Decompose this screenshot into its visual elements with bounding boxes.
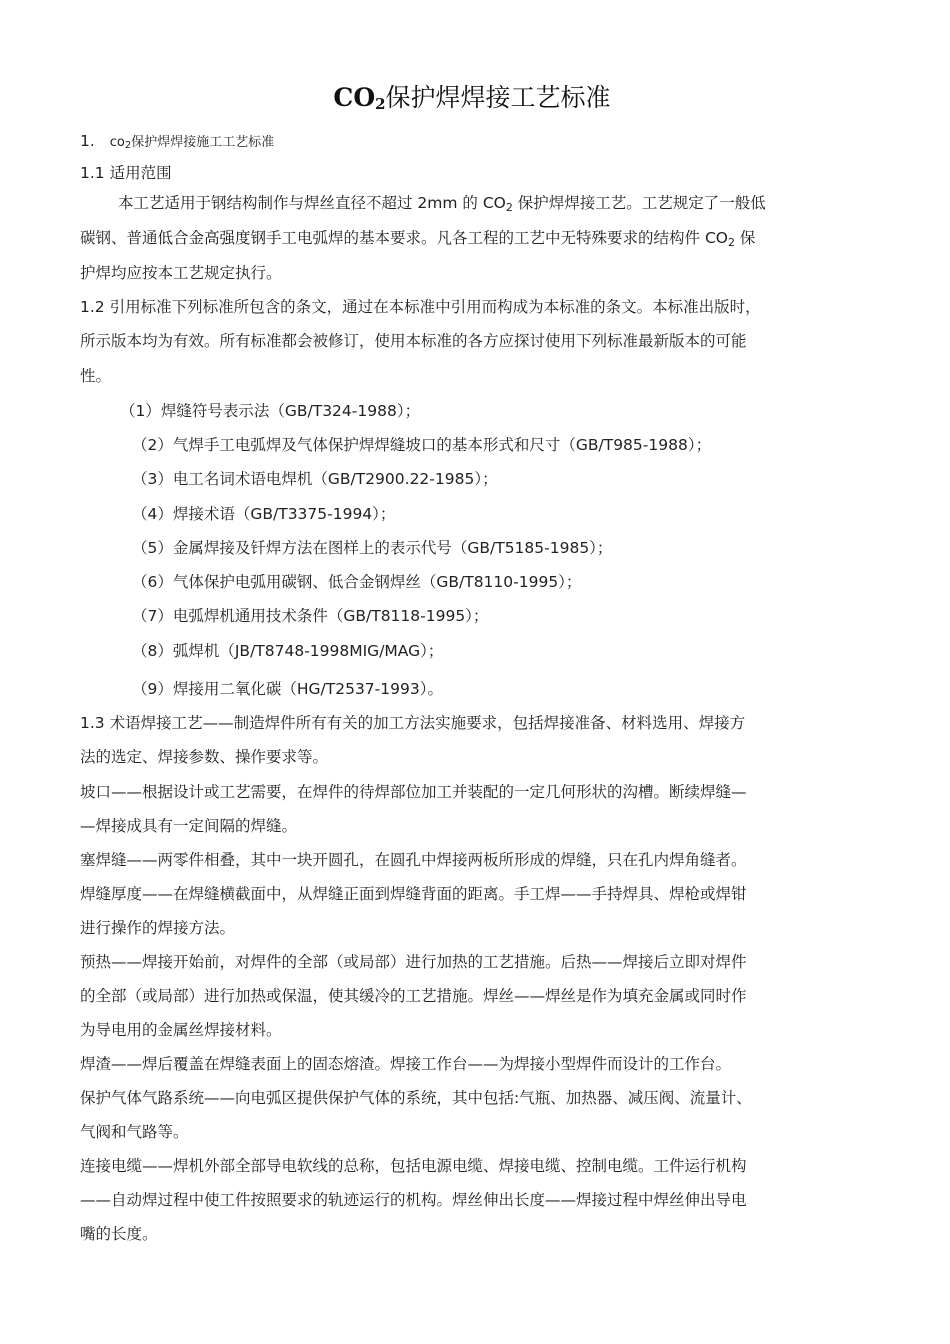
section-1-3-line: —焊接成具有一定间隔的焊缝。 bbox=[80, 817, 298, 835]
heading-1-co-sub: 2 bbox=[124, 140, 132, 151]
section-1-3-line: 法的选定、焊接参数、操作要求等。 bbox=[80, 748, 329, 766]
heading-1-co: co bbox=[109, 135, 125, 150]
heading-1-number: 1. bbox=[80, 132, 95, 150]
section-1-3-line: 1.3 术语焊接工艺——制造焊件所有有关的加工方法实施要求，包括焊接准备、材料选用、焊接方 bbox=[80, 714, 746, 732]
section-1-3-line: 的全部（或局部）进行加热或保温，使其缓冷的工艺措施。焊丝——焊丝是作为填充金属或同时作 bbox=[80, 987, 747, 1005]
standard-item: （5）金属焊接及钎焊方法在图样上的表示代号（GB/T5185-1985）； bbox=[132, 539, 613, 557]
heading-1 bbox=[80, 131, 274, 151]
section-1-2-line-3: 性。 bbox=[80, 367, 112, 385]
standard-item: （2）气焊手工电弧焊及气体保护焊焊缝坡口的基本形式和尺寸（GB/T985-1988）； bbox=[132, 436, 712, 454]
section-1-3-line: 塞焊缝——两零件相叠，其中一块开圆孔，在圆孔中焊接两板所形成的焊缝，只在孔内焊角缝者。 bbox=[80, 851, 747, 869]
section-1-3-line: 焊缝厚度——在焊缝横截面中，从焊缝正面到焊缝背面的距离。手工焊——手持焊具、焊枪或焊钳 bbox=[80, 885, 747, 903]
standard-item: （4）焊接术语（GB/T3375-1994）； bbox=[132, 505, 396, 523]
p1-line1-a: 本工艺适用于钢结构制作与焊丝直径不超过 2mm 的 CO bbox=[118, 194, 506, 212]
section-1-3-line: 嘴的长度。 bbox=[80, 1225, 158, 1243]
standard-item: （9）焊接用二氧化碳（HG/T2537-1993）。 bbox=[132, 680, 443, 698]
standard-item: （6）气体保护电弧用碳钢、低合金钢焊丝（GB/T8110-1995）； bbox=[132, 573, 582, 591]
p1-line2-emph: 低合金高强度钢 bbox=[157, 229, 267, 247]
section-1-3-line: 焊渣——焊后覆盖在焊缝表面上的固态熔渣。焊接工作台——为焊接小型焊件而设计的工作台。 bbox=[80, 1055, 732, 1073]
p1-line1-b: 保护焊焊接工艺。工艺规定了一般低 bbox=[512, 194, 766, 212]
standard-item: （7）电弧焊机通用技术条件（GB/T8118-1995）； bbox=[132, 607, 489, 625]
heading-1-text: 保护焊焊接施工工艺标准 bbox=[131, 135, 275, 150]
paragraph-1-line-1 bbox=[118, 191, 766, 214]
p1-line2-b: 手工电弧焊的基本要求。凡各工程的工艺中无特殊要求的结构件 CO bbox=[266, 229, 728, 247]
section-1-2-line-1: 1.2 引用标准下列标准所包含的条文，通过在本标准中引用而构成为本标准的条文。本标准出版时， bbox=[80, 298, 761, 316]
section-1-3-line: ——自动焊过程中使工件按照要求的轨迹运行的机构。焊丝伸出长度——焊接过程中焊丝伸出导电 bbox=[80, 1191, 747, 1209]
p1-line2-a: 碳钢、普通 bbox=[80, 229, 158, 247]
section-1-3-line: 气阀和气路等。 bbox=[80, 1123, 189, 1141]
section-1-3-line: 为导电用的金属丝焊接材料。 bbox=[80, 1021, 282, 1039]
section-1-3-line: 保护气体气路系统——向电弧区提供保护气体的系统，其中包括:气瓶、加热器、减压阀、流量计、 bbox=[80, 1089, 752, 1107]
standard-item: （3）电工名词术语电焊机（GB/T2900.22-1985）； bbox=[132, 470, 498, 488]
section-1-3-line: 连接电缆——焊机外部全部导电软线的总称，包括电源电缆、焊接电缆、控制电缆。工件运行机构 bbox=[80, 1157, 747, 1175]
section-1-3-line: 坡口——根据设计或工艺需要，在焊件的待焊部位加工并装配的一定几何形状的沟槽。断续焊缝— bbox=[80, 783, 747, 801]
section-1-3-line: 进行操作的焊接方法。 bbox=[80, 919, 236, 937]
p1-line2-c: 保 bbox=[734, 229, 756, 247]
title-subscript: 2 bbox=[375, 95, 386, 113]
p1-line1-sub: 2 bbox=[505, 201, 513, 214]
paragraph-1-line-2 bbox=[80, 226, 755, 249]
standard-item: （1）焊缝符号表示法（GB/T324-1988）； bbox=[120, 402, 421, 420]
title-rest: 保护焊焊接工艺标准 bbox=[385, 83, 611, 112]
title-prefix: CO bbox=[333, 83, 376, 112]
section-1-3-line: 预热——焊接开始前，对焊件的全部（或局部）进行加热的工艺措施。后热——焊接后立即对焊件 bbox=[80, 953, 747, 971]
section-1-1-heading: 1.1 适用范围 bbox=[80, 164, 172, 182]
document-title bbox=[80, 78, 864, 114]
p1-line2-sub: 2 bbox=[727, 236, 735, 249]
section-1-2-line-2: 所示版本均为有效。所有标准都会被修订，使用本标准的各方应探讨使用下列标准最新版本的可能 bbox=[80, 332, 747, 350]
paragraph-1-line-3: 护焊均应按本工艺规定执行。 bbox=[80, 264, 282, 282]
standard-item: （8）弧焊机（JB/T8748-1998MIG/MAG）； bbox=[132, 642, 444, 660]
